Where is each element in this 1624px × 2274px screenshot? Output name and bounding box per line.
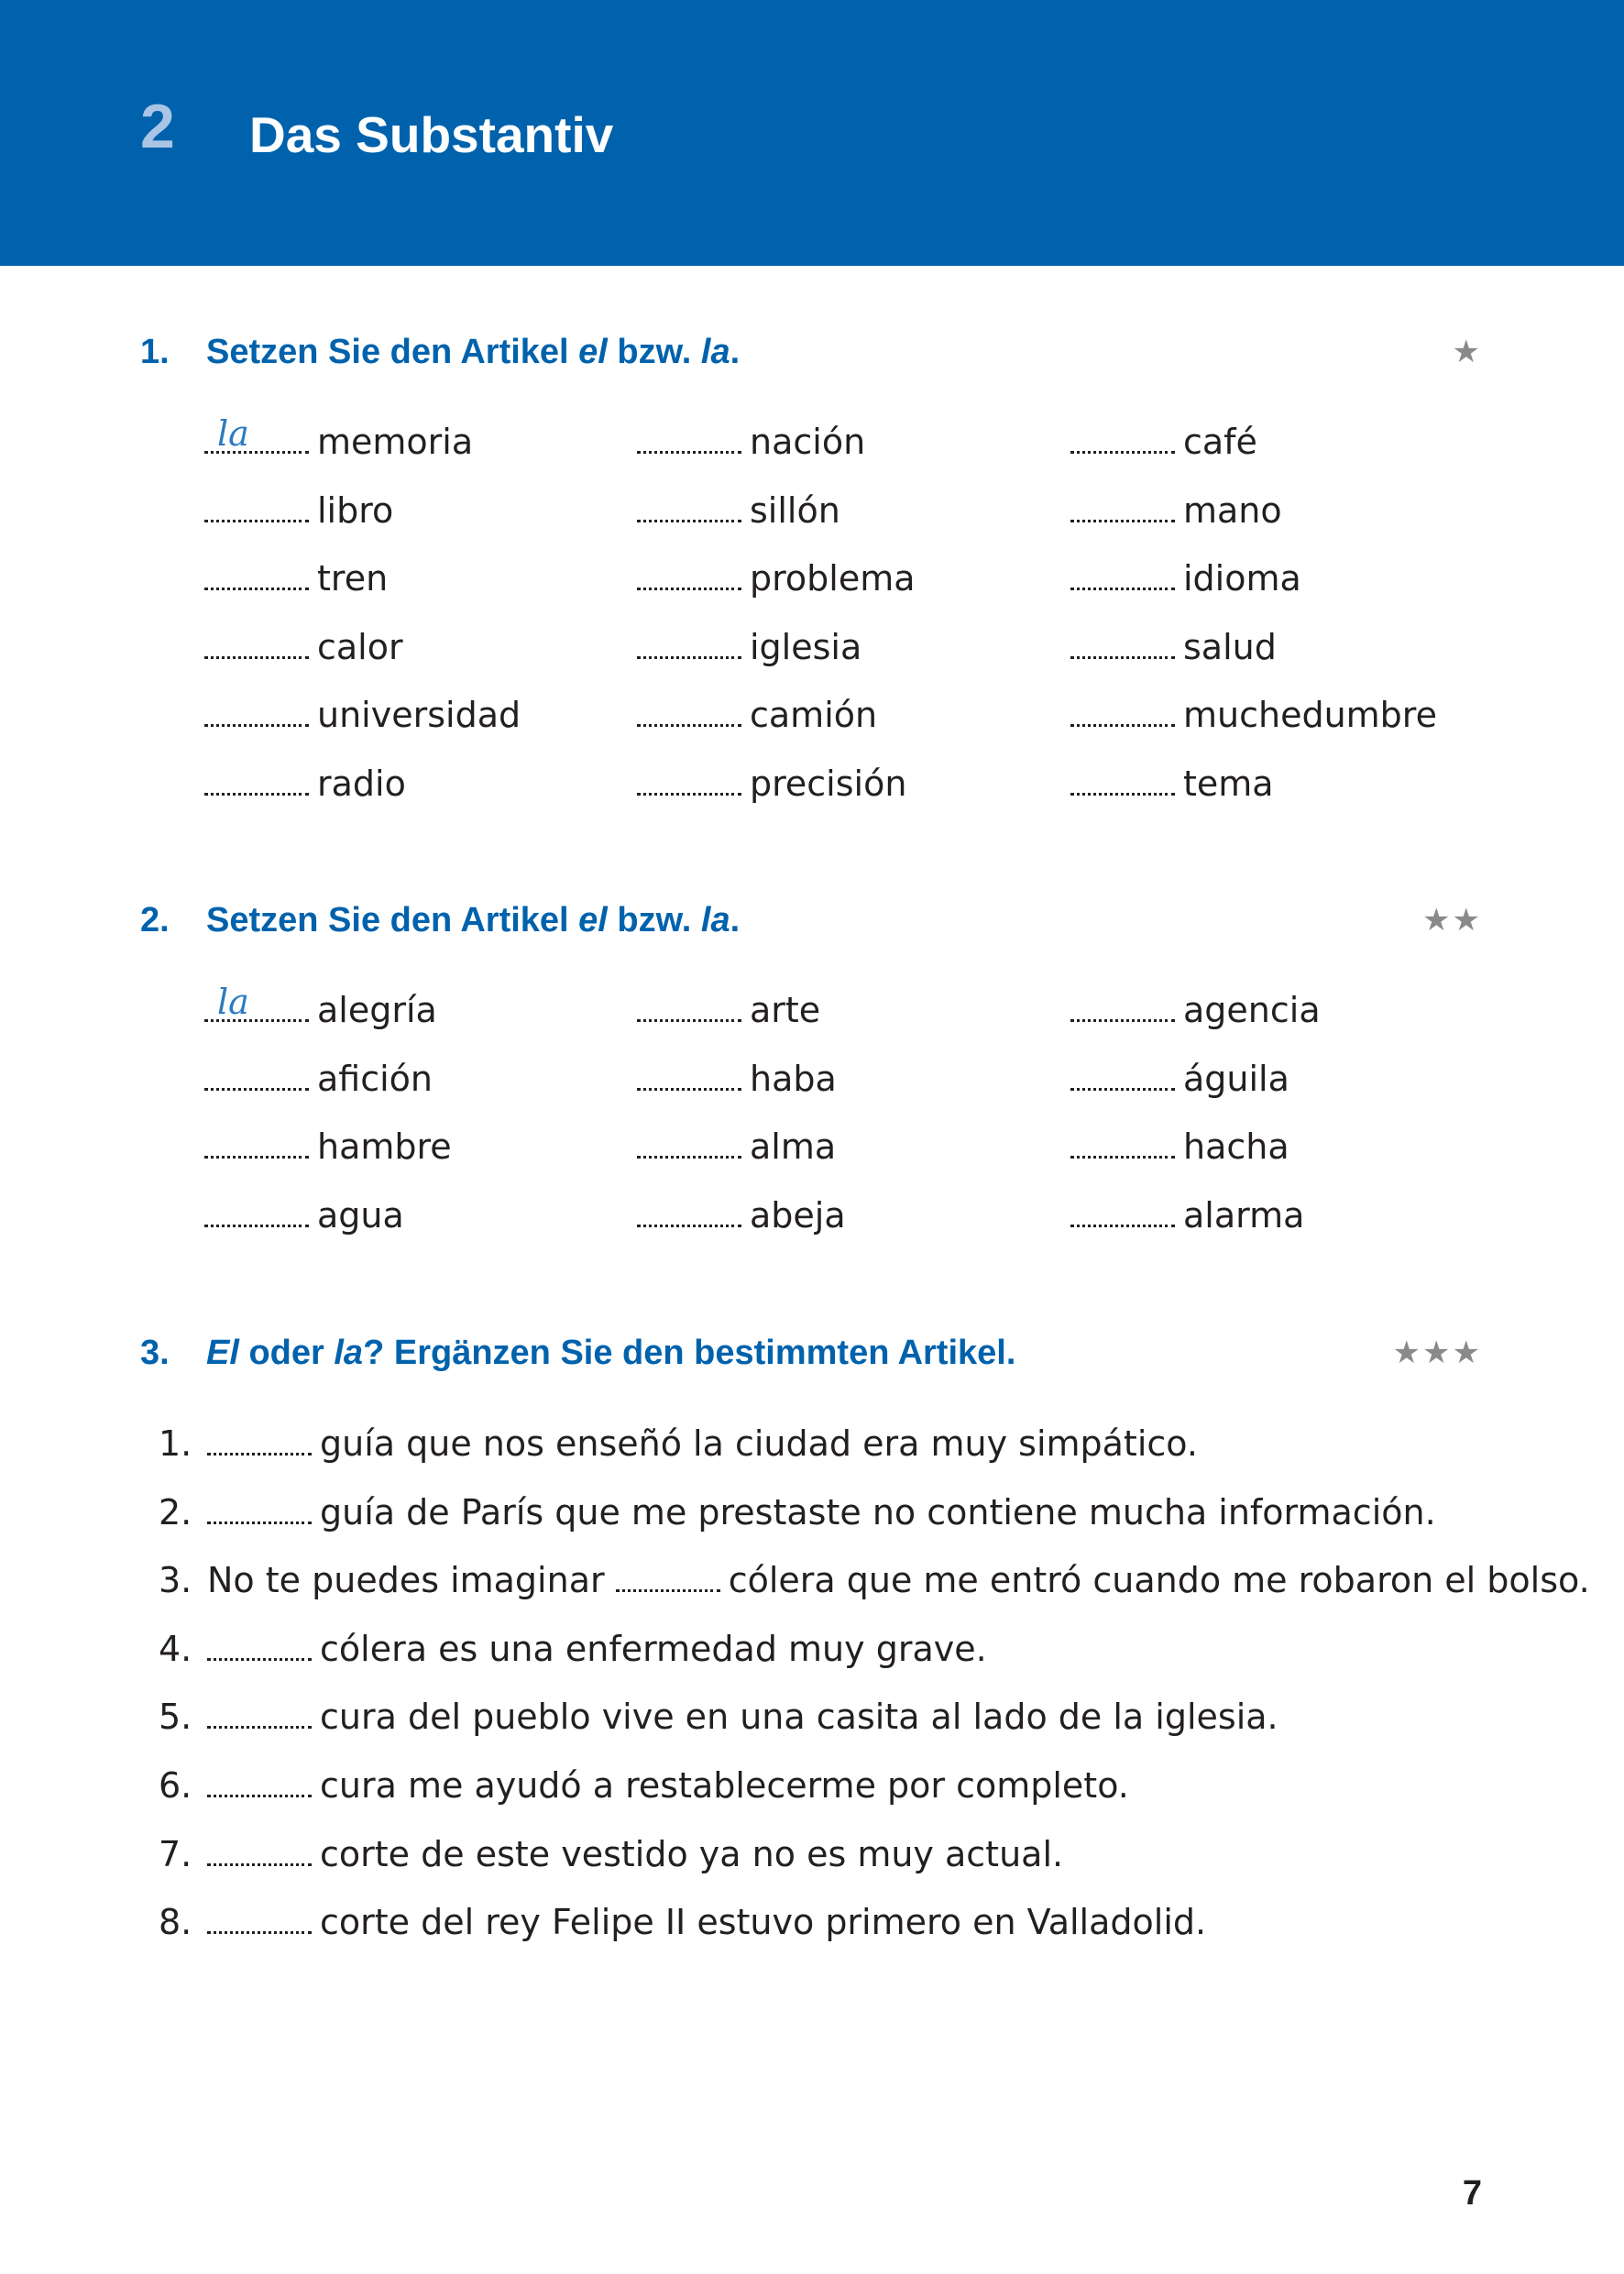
sentence-text: corte de este vestido ya no es muy actual. bbox=[320, 1833, 1064, 1874]
heading-el: el bbox=[578, 333, 608, 371]
answer-blank[interactable] bbox=[207, 1767, 312, 1797]
noun-word: alarma bbox=[1183, 1194, 1305, 1236]
noun-word: muchedumbre bbox=[1183, 695, 1437, 736]
sentence-item bbox=[159, 1902, 1207, 1943]
noun-word: idioma bbox=[1183, 558, 1301, 599]
noun-word: haba bbox=[750, 1058, 837, 1099]
heading-la: la bbox=[700, 333, 730, 371]
noun-word: camión bbox=[750, 695, 878, 736]
exercise-1-heading bbox=[140, 335, 740, 369]
word-item bbox=[637, 558, 916, 599]
answer-blank[interactable] bbox=[204, 697, 309, 727]
sentence-item bbox=[159, 1833, 1064, 1874]
sentence-text: corte del rey Felipe II estuvo primero en Valladolid. bbox=[320, 1902, 1207, 1943]
word-item bbox=[637, 990, 821, 1030]
heading-text: . bbox=[730, 901, 741, 939]
noun-word: iglesia bbox=[750, 626, 862, 667]
sentence-item bbox=[159, 1423, 1198, 1464]
word-item bbox=[204, 763, 406, 804]
noun-word: agencia bbox=[1183, 990, 1321, 1030]
difficulty-stars: ★★★ bbox=[1392, 1335, 1482, 1371]
page-number: 7 bbox=[1462, 2174, 1482, 2213]
sentence-item bbox=[159, 1697, 1278, 1738]
word-item bbox=[204, 1194, 404, 1236]
heading-text: . bbox=[730, 333, 741, 371]
answer-blank[interactable] bbox=[204, 982, 309, 1022]
sentence-number: 3. bbox=[159, 1560, 192, 1601]
chapter-banner bbox=[0, 0, 1624, 266]
answer-blank[interactable] bbox=[637, 492, 741, 522]
sentence-text: cura del pueblo vive en una casita al lado de la iglesia. bbox=[320, 1697, 1278, 1738]
noun-word: nación bbox=[750, 422, 866, 462]
sentence-number: 2. bbox=[159, 1491, 192, 1532]
word-item bbox=[637, 489, 840, 531]
answer-blank[interactable] bbox=[637, 992, 741, 1022]
noun-word: alegría bbox=[317, 990, 437, 1030]
noun-word: precisión bbox=[750, 763, 907, 804]
sentence-number: 4. bbox=[159, 1628, 192, 1669]
handwritten-answer: la bbox=[217, 413, 249, 454]
heading-la: la bbox=[700, 901, 730, 939]
chapter-number: 2 bbox=[140, 92, 175, 161]
noun-word: arte bbox=[750, 990, 821, 1030]
word-item bbox=[204, 413, 474, 462]
noun-word: agua bbox=[317, 1194, 404, 1236]
exercise-number: 2. bbox=[140, 901, 170, 939]
answer-blank[interactable] bbox=[204, 492, 309, 522]
noun-word: universidad bbox=[317, 695, 521, 736]
word-item bbox=[1070, 763, 1274, 804]
noun-word: memoria bbox=[317, 422, 474, 462]
difficulty-stars: ★★ bbox=[1422, 902, 1482, 939]
word-item bbox=[1070, 1058, 1289, 1099]
answer-blank[interactable] bbox=[207, 1631, 312, 1661]
noun-word: problema bbox=[750, 558, 916, 599]
answer-blank[interactable] bbox=[637, 765, 741, 796]
noun-word: mano bbox=[1183, 489, 1282, 531]
answer-blank[interactable] bbox=[207, 1494, 312, 1524]
answer-blank[interactable] bbox=[204, 560, 309, 590]
word-item bbox=[204, 626, 403, 667]
noun-word: hambre bbox=[317, 1126, 452, 1168]
word-item bbox=[204, 558, 389, 599]
answer-blank[interactable] bbox=[204, 1128, 309, 1159]
word-item bbox=[637, 626, 862, 667]
answer-blank[interactable] bbox=[1070, 629, 1175, 659]
word-item bbox=[1070, 990, 1321, 1030]
answer-blank[interactable] bbox=[204, 765, 309, 796]
noun-word: calor bbox=[317, 626, 403, 667]
noun-word: tema bbox=[1183, 763, 1274, 804]
word-item bbox=[1070, 695, 1437, 736]
answer-blank[interactable] bbox=[204, 413, 309, 454]
answer-blank[interactable] bbox=[637, 560, 741, 590]
answer-blank[interactable] bbox=[616, 1562, 720, 1592]
noun-word: hacha bbox=[1183, 1126, 1289, 1168]
sentence-item bbox=[159, 1765, 1129, 1806]
answer-blank[interactable] bbox=[1070, 560, 1175, 590]
word-item bbox=[1070, 422, 1257, 462]
sentence-item bbox=[159, 1491, 1436, 1532]
answer-blank[interactable] bbox=[1070, 1060, 1175, 1091]
sentence-number: 6. bbox=[159, 1765, 192, 1806]
heading-text: oder bbox=[238, 1334, 335, 1372]
word-item bbox=[637, 1126, 837, 1168]
answer-blank[interactable] bbox=[204, 1197, 309, 1227]
sentence-text: guía de París que me prestaste no contiene mucha información. bbox=[320, 1491, 1436, 1532]
sentence-number: 8. bbox=[159, 1902, 192, 1943]
word-item bbox=[637, 695, 878, 736]
noun-word: tren bbox=[317, 558, 389, 599]
sentence-number: 1. bbox=[159, 1423, 192, 1464]
sentence-item bbox=[159, 1560, 1590, 1601]
word-item bbox=[204, 695, 521, 736]
noun-word: radio bbox=[317, 763, 406, 804]
answer-blank[interactable] bbox=[1070, 1197, 1175, 1227]
answer-blank[interactable] bbox=[207, 1698, 312, 1729]
exercise-number: 1. bbox=[140, 333, 170, 371]
word-item bbox=[204, 1058, 433, 1099]
word-item bbox=[204, 982, 437, 1030]
answer-blank[interactable] bbox=[1070, 992, 1175, 1022]
exercise-2-heading bbox=[140, 903, 740, 938]
sentence-text: No te puedes imaginar bbox=[207, 1560, 616, 1601]
sentence-number: 5. bbox=[159, 1697, 192, 1738]
answer-blank[interactable] bbox=[207, 1836, 312, 1866]
word-item bbox=[204, 489, 394, 531]
heading-text: bzw. bbox=[607, 901, 701, 939]
answer-blank[interactable] bbox=[637, 423, 741, 454]
answer-blank[interactable] bbox=[204, 629, 309, 659]
noun-word: águila bbox=[1183, 1058, 1289, 1099]
word-item bbox=[1070, 1194, 1305, 1236]
heading-text: bzw. bbox=[607, 333, 701, 371]
answer-blank[interactable] bbox=[1070, 423, 1175, 454]
answer-blank[interactable] bbox=[637, 629, 741, 659]
noun-word: abeja bbox=[750, 1194, 846, 1236]
word-item bbox=[637, 1058, 837, 1099]
sentence-text: cólera que me entró cuando me robaron el bolso. bbox=[728, 1560, 1590, 1601]
difficulty-stars: ★ bbox=[1452, 334, 1482, 370]
heading-text: ? Ergänzen Sie den bestimmten Artikel. bbox=[363, 1334, 1016, 1372]
answer-blank[interactable] bbox=[1070, 697, 1175, 727]
sentence-text: cólera es una enfermedad muy grave. bbox=[320, 1628, 987, 1669]
sentence-text: guía que nos enseñó la ciudad era muy simpático. bbox=[320, 1423, 1198, 1464]
exercise-number: 3. bbox=[140, 1334, 170, 1372]
word-item bbox=[637, 422, 866, 462]
answer-blank[interactable] bbox=[637, 1060, 741, 1091]
answer-blank[interactable] bbox=[207, 1425, 312, 1456]
answer-blank[interactable] bbox=[1070, 765, 1175, 796]
noun-word: alma bbox=[750, 1126, 837, 1168]
handwritten-answer: la bbox=[217, 982, 249, 1022]
word-item bbox=[637, 1194, 846, 1236]
noun-word: afición bbox=[317, 1058, 433, 1099]
word-item bbox=[1070, 626, 1277, 667]
sentence-number: 7. bbox=[159, 1833, 192, 1874]
heading-text: Setzen Sie den Artikel bbox=[206, 333, 579, 371]
noun-word: libro bbox=[317, 489, 394, 531]
word-item bbox=[1070, 1126, 1289, 1168]
answer-blank[interactable] bbox=[637, 697, 741, 727]
answer-blank[interactable] bbox=[1070, 492, 1175, 522]
answer-blank[interactable] bbox=[207, 1904, 312, 1934]
heading-el: el bbox=[578, 901, 608, 939]
noun-word: sillón bbox=[750, 489, 840, 531]
word-item bbox=[1070, 489, 1282, 531]
noun-word: café bbox=[1183, 422, 1257, 462]
answer-blank[interactable] bbox=[637, 1197, 741, 1227]
word-item bbox=[204, 1126, 452, 1168]
word-item bbox=[1070, 558, 1301, 599]
sentence-text: cura me ayudó a restablecerme por completo. bbox=[320, 1765, 1129, 1806]
heading-la: la bbox=[334, 1334, 364, 1372]
answer-blank[interactable] bbox=[637, 1128, 741, 1159]
exercise-3-heading bbox=[140, 1335, 1015, 1370]
sentence-item bbox=[159, 1628, 987, 1669]
noun-word: salud bbox=[1183, 626, 1277, 667]
word-item bbox=[637, 763, 907, 804]
heading-el: El bbox=[206, 1334, 239, 1372]
chapter-title: Das Substantiv bbox=[249, 106, 614, 163]
answer-blank[interactable] bbox=[204, 1060, 309, 1091]
heading-text: Setzen Sie den Artikel bbox=[206, 901, 579, 939]
answer-blank[interactable] bbox=[1070, 1128, 1175, 1159]
